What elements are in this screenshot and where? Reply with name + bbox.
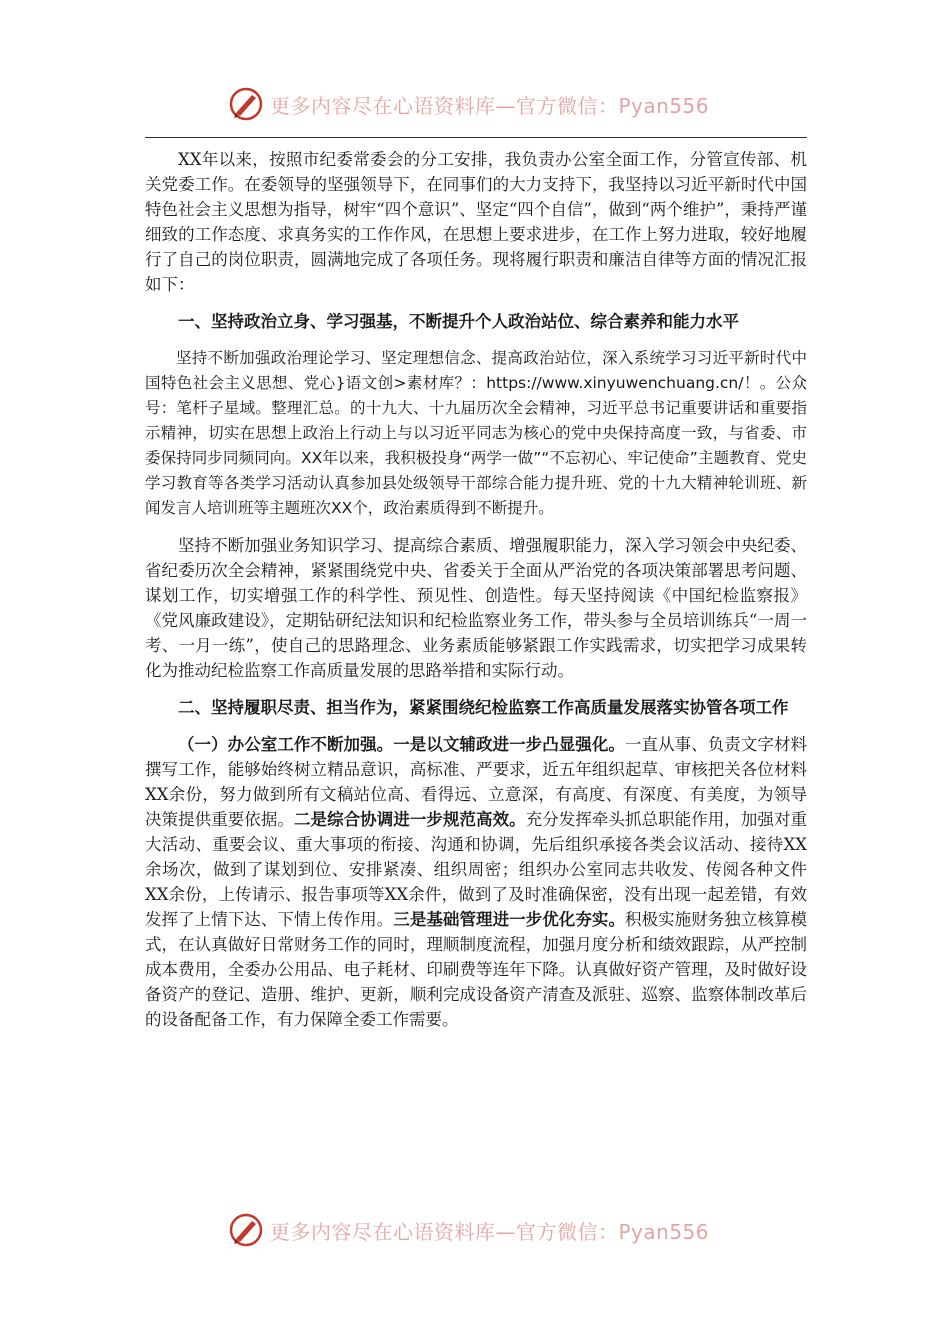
header-watermark-text: 更多内容尽在心语资料库—官方微信：Pyan556 (270, 93, 710, 118)
paragraph-political-study: 坚持不断加强政治理论学习、坚定理想信念、提高政治站位，深入系统学习习近平新时代中国特色社会主义思想、党心}语文创>素材库？：https://www.xinyuwenchuang.cn/！。公众号：笔杆子星域。整理汇总。的十九大、十九届历次全会精神，习近平总书记重要讲话和重要指示精神，切实在思想上政治上行动上与以习近平同志为核心的党中央保持高度一致，与省委、市委保持同步同频同向。XX年以来，我积极投身“两学一做”“不忘初心、牢记使命”主题教育、党史学习教育等各类学习活动认真参加县处级领导干部综合能力提升班、党的十九大精神轮训班、新闻发言人培训班等主题班次XX个，政治素质得到不断提升。 (145, 349, 807, 517)
point-2-text: 充分发挥牵头抓总职能作用，加强对重大活动、重要会议、重大事项的衔接、沟通和协调，先后组织承接各类会议活动、接待XX余场次，做到了谋划到位、安排紧凑、组织周密；组织办公室同志共收发、传阅各种文件XX余份，上传请示、报告事项等XX余件，做到了及时准确保密，没有出现一起差错，有效发挥了上情下达、下情上传作用。 (145, 810, 808, 929)
pen-logo-icon (228, 1212, 264, 1248)
paragraph-office-work (145, 732, 807, 1032)
footer-watermark (228, 1210, 709, 1250)
intro-paragraph: XX年以来，按照市纪委常委会的分工安排，我负责办公室全面工作，分管宣传部、机关党委工作。在委领导的坚强领导下，在同事们的大力支持下，我坚持以习近平新时代中国特色社会主义思想为指导，树牢“四个意识”、坚定“四个自信”，做到“两个维护”，秉持严谨细致的工作态度、求真务实的工作作风，在思想上要求进步，在工作上努力进取，较好地履行了自己的岗位职责，圆满地完成了各项任务。现将履行职责和廉洁自律等方面的情况汇报如下： (145, 150, 807, 294)
document-body (145, 147, 807, 1044)
point-1-heading: 一是以文辅政进一步凸显强化。 (393, 735, 625, 754)
point-2-heading: 二是综合协调进一步规范高效。 (293, 810, 526, 829)
footer-watermark-text: 更多内容尽在心语资料库—官方微信：Pyan556 (270, 1219, 710, 1244)
point-1-text: 一直从事、负责文字材料撰写工作，能够始终树立精品意识，高标准、严要求，近五年组织起草、审核把关各位材料XX余份，努力做到所有文稿站位高、看得远、立意深，有高度、有深度、有美度，为领导决策提供重要依据。 (145, 735, 808, 829)
header-divider (145, 137, 807, 138)
section-heading-1: 一、坚持政治立身、学习强基，不断提升个人政治站位、综合素养和能力水平 (178, 312, 739, 331)
pen-logo-icon (228, 86, 264, 122)
header-watermark (228, 84, 709, 124)
section-heading-2: 二、坚持履职尽责、担当作为，紧紧围绕纪检监察工作高质量发展落实协管各项工作 (178, 698, 789, 717)
subsection-lead: （一）办公室工作不断加强。 (178, 735, 394, 754)
point-3-heading: 三是基础管理进一步优化夯实。 (393, 910, 625, 929)
paragraph-business-study: 坚持不断加强业务知识学习、提高综合素质、增强履职能力，深入学习领会中央纪委、省纪委历次全会精神，紧紧围绕党中央、省委关于全面从严治党的各项决策部署思考问题、谋划工作，切实增强工作的科学性、预见性、创造性。每天坚持阅读《中国纪检监察报》《党风廉政建设》，定期钻研纪法知识和纪检监察业务工作，带头参与全员培训练兵“一周一考、一月一练”，使自己的思路理念、业务素质能够紧跟工作实践需求，切实把学习成果转化为推动纪检监察工作高质量发展的思路举措和实际行动。 (145, 536, 807, 680)
point-3-text: 积极实施财务独立核算模式，在认真做好日常财务工作的同时，理顺制度流程，加强月度分析和绩效跟踪，从严控制成本费用，全委办公用品、电子耗材、印刷费等连年下降。认真做好资产管理，及时做好设备资产的登记、造册、维护、更新，顺利完成设备资产清查及派驻、巡察、监察体制改革后的设备配备工作，有力保障全委工作需要。 (145, 910, 808, 1029)
